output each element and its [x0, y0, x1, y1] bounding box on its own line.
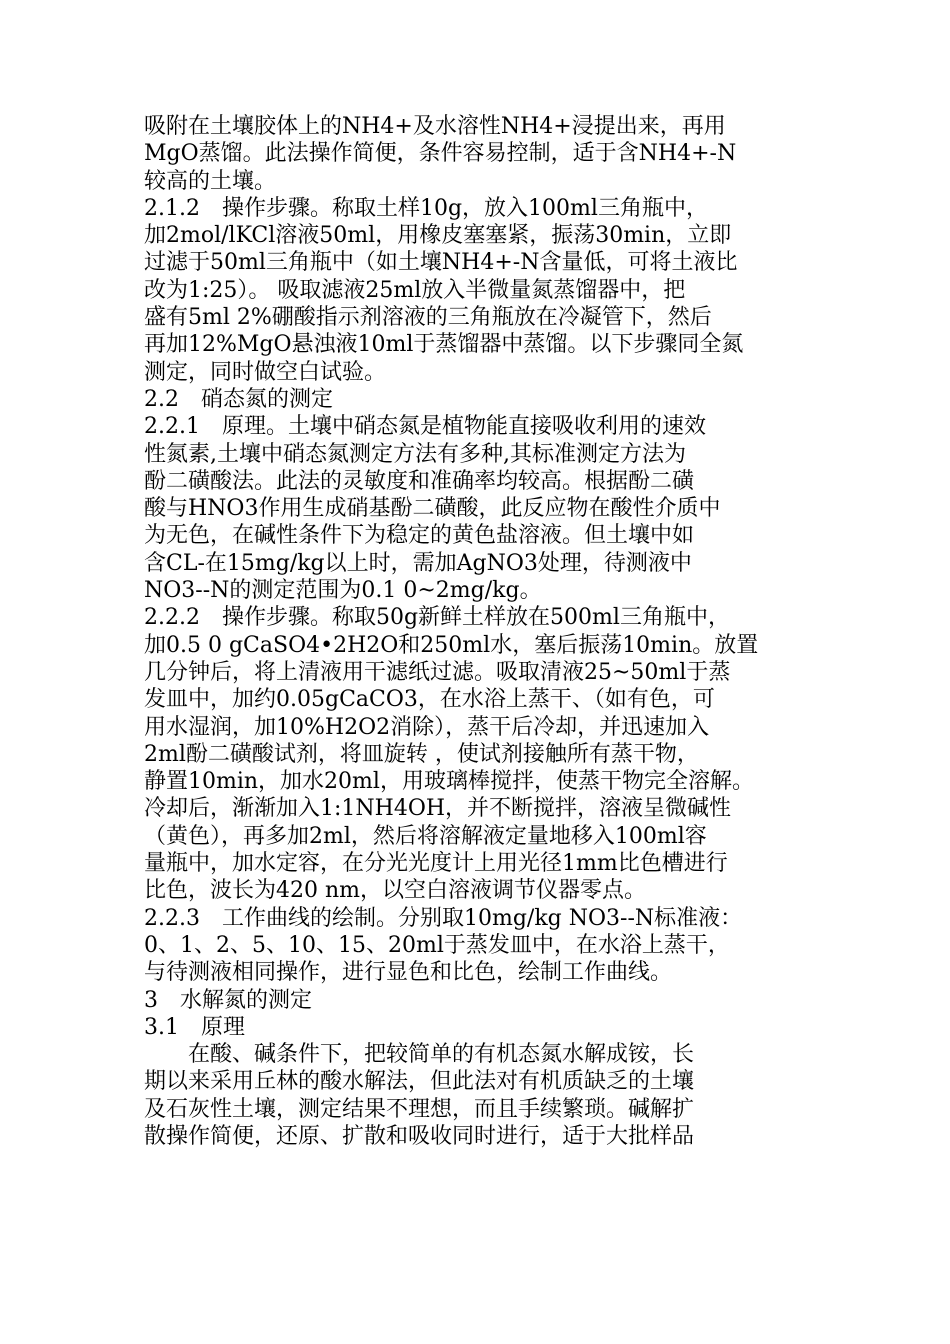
section-heading-2-2: 2.2 硝态氮的测定: [144, 386, 333, 412]
text-line: 散操作简便，还原、扩散和吸收同时进行，适于大批样品: [144, 1123, 695, 1149]
text-line: 含CL-在15mg/kg以上时，需加AgNO3处理，待测液中: [144, 550, 692, 576]
text-line: 几分钟后，将上清液用干滤纸过滤。吸取清液25~50ml于蒸: [144, 659, 731, 685]
text-line: 酸与HNO3作用生成硝基酚二磺酸，此反应物在酸性介质中: [144, 496, 721, 522]
text-line: 冷却后，渐渐加入1:1NH4OH，并不断搅拌，溶液呈微碱性: [144, 796, 732, 822]
text-line: 发皿中，加约0.05gCaCO3，在水浴上蒸干、（如有色，可: [144, 687, 715, 713]
text-line: 量瓶中，加水定容，在分光光度计上用光径1mm比色槽进行: [144, 851, 728, 877]
text-line: 期以来采用丘林的酸水解法，但此法对有机质缺乏的土壤: [144, 1069, 695, 1095]
text-line: 加2mol/lKCl溶液50ml，用橡皮塞塞紧，振荡30min，立即: [144, 223, 732, 249]
text-line: 比色，波长为420 nm，以空白溶液调节仪器零点。: [144, 878, 647, 904]
document-body: [144, 113, 844, 1150]
section-heading-2-2-3: 2.2.3 工作曲线的绘制。分别取10mg/kg NO3--N标准液：: [144, 905, 743, 931]
text-line: 在酸、碱条件下，把较简单的有机态氮水解成铵，长: [144, 1042, 695, 1068]
text-line: 2ml酚二磺酸试剂，将皿旋转 ，使试剂接触所有蒸干物，: [144, 741, 699, 767]
text-line: 吸附在土壤胶体上的NH4+及水溶性NH4+浸提出来，再用: [144, 114, 726, 139]
text-line: （黄色），再多加2ml，然后将溶解液定量地移入100ml容: [144, 823, 707, 849]
text-line: 性氮素,土壤中硝态氮测定方法有多种,其标准测定方法为: [144, 441, 686, 467]
section-heading-2-2-2: 2.2.2 操作步骤。称取50g新鲜土样放在500ml三角瓶中，: [144, 605, 730, 631]
text-line: 加0.5 0 gCaSO4•2H2O和250ml水，塞后振荡10min。放置: [144, 632, 759, 658]
section-heading-2-2-1: 2.2.1 原理。土壤中硝态氮是植物能直接吸收利用的速效: [144, 414, 706, 440]
section-heading-3-1: 3.1 原理: [144, 1014, 245, 1040]
text-line: 0、1、2、5、10、15、20ml于蒸发皿中，在水浴上蒸干，: [144, 932, 730, 958]
text-line: 酚二磺酸法。此法的灵敏度和准确率均较高。根据酚二磺: [144, 468, 695, 494]
text-line: 较高的土壤。: [144, 168, 277, 194]
text-line: 改为1:25）。 吸取滤液25ml放入半微量氮蒸馏器中，把: [144, 277, 686, 303]
text-line: 测定，同时做空白试验。: [144, 359, 387, 385]
text-line: 及石灰性土壤，测定结果不理想，而且手续繁琐。碱解扩: [144, 1096, 695, 1122]
text-line: 与待测液相同操作，进行显色和比色，绘制工作曲线。: [144, 960, 673, 986]
text-line: 静置10min，加水20ml，用玻璃棒搅拌，使蒸干物完全溶解。: [144, 769, 754, 795]
text-line: 用水湿润，加10%H2O2消除），蒸干后冷却，并迅速加入: [144, 714, 710, 740]
text-line: NO3--N的测定范围为0.1 0~2mg/kg。: [144, 578, 542, 604]
text-line: 再加12%MgO悬浊液10ml于蒸馏器中蒸馏。以下步骤同全氮: [144, 332, 744, 358]
text-line: 过滤于50ml三角瓶中（如土壤NH4+-N含量低，可将土液比: [144, 250, 738, 276]
section-heading-3: 3 水解氮的测定: [144, 987, 312, 1013]
text-line: 盛有5ml 2%硼酸指示剂溶液的三角瓶放在冷凝管下，然后: [144, 305, 712, 331]
section-heading-2-1-2: 2.1.2 操作步骤。称取土样10g，放入100ml三角瓶中，: [144, 195, 708, 221]
text-line: 为无色，在碱性条件下为稳定的黄色盐溶液。但土壤中如: [144, 523, 695, 549]
text-line: MgO蒸馏。此法操作简便，条件容易控制，适于含NH4+-N: [144, 141, 737, 167]
